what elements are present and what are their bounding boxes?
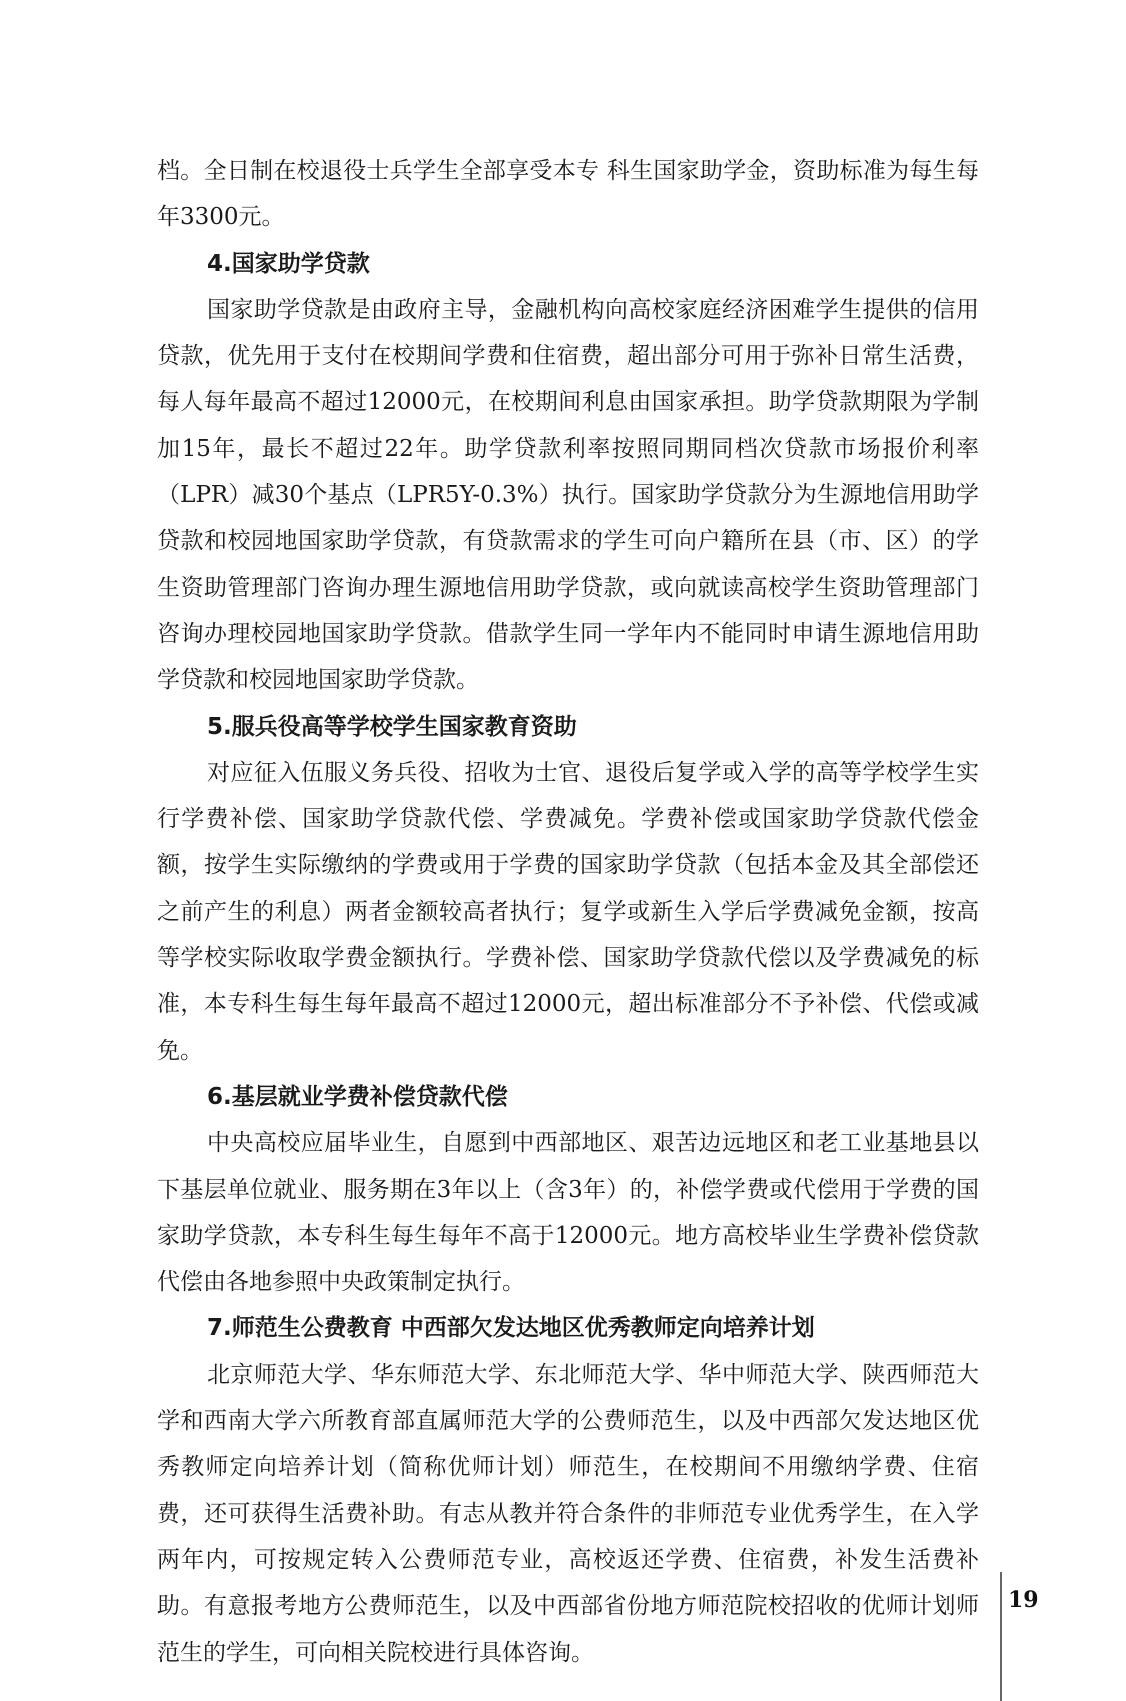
section-heading-military-service-aid: 5.服兵役高等学校学生国家教育资助 (207, 713, 577, 740)
intro-paragraph: 档。全日制在校退役士兵学生全部享受本专 科生国家助学金，资助标准为每生每年3300元。 (157, 158, 979, 231)
section-heading-student-loan: 4.国家助学贷款 (207, 250, 370, 277)
section-paragraph-student-loan: 国家助学贷款是由政府主导，金融机构向高校家庭经济困难学生提供的信用贷款，优先用于支付在校期间学费和住宿费，超出部分可用于弥补日常生活费，每人每年最高不超过12000元，在校期间利息由国家承担。助学贷款期限为学制加15年，最长不超过22年。助学贷款利率按照同期同档次贷款市场报价利率（LPR）减30个基点（LPR5Y-0.3%）执行。国家助学贷款分为生源地信用助学贷款和校园地国家助学贷款，有贷款需求的学生可向户籍所在县（市、区）的学生资助管理部门咨询办理生源地信用助学贷款，或向就读高校学生资助管理部门咨询办理校园地国家助学贷款。借款学生同一学年内不能同时申请生源地信用助学贷款和校园地国家助学贷款。 (157, 296, 979, 694)
page-number-divider (1000, 1572, 1002, 1701)
section-heading-grassroots-employment: 6.基层就业学费补偿贷款代偿 (207, 1083, 508, 1110)
section-paragraph-military-service-aid: 对应征入伍服义务兵役、招收为士官、退役后复学或入学的高等学校学生实行学费补偿、国家助学贷款代偿、学费减免。学费补偿或国家助学贷款代偿金额，按学生实际缴纳的学费或用于学费的国家助学贷款（包括本金及其全部偿还之前产生的利息）两者金额较高者执行；复学或新生入学后学费减免金额，按高等学校实际收取学费金额执行。学费补偿、国家助学贷款代偿以及学费减免的标准，本专科生每生每年最高不超过12000元，超出标准部分不予补偿、代偿或减免。 (157, 759, 979, 1064)
page-content (157, 148, 979, 1676)
section-heading-teacher-education: 7.师范生公费教育 中西部欠发达地区优秀教师定向培养计划 (207, 1315, 815, 1342)
page-number: 19 (1008, 1587, 1039, 1613)
section-paragraph-teacher-education: 北京师范大学、华东师范大学、东北师范大学、华中师范大学、陕西师范大学和西南大学六所教育部直属师范大学的公费师范生，以及中西部欠发达地区优秀教师定向培养计划（简称优师计划）师范生，在校期间不用缴纳学费、住宿费，还可获得生活费补助。有志从教并符合条件的非师范专业优秀学生，在入学两年内，可按规定转入公费师范专业，高校返还学费、住宿费，补发生活费补助。有意报考地方公费师范生，以及中西部省份地方师范院校招收的优师计划师范生的学生，可向相关院校进行具体咨询。 (157, 1361, 979, 1666)
section-paragraph-grassroots-employment: 中央高校应届毕业生，自愿到中西部地区、艰苦边远地区和老工业基地县以下基层单位就业、服务期在3年以上（含3年）的，补偿学费或代偿用于学费的国家助学贷款，本专科生每生每年不高于12000元。地方高校毕业生学费补偿贷款代偿由各地参照中央政策制定执行。 (157, 1130, 979, 1296)
